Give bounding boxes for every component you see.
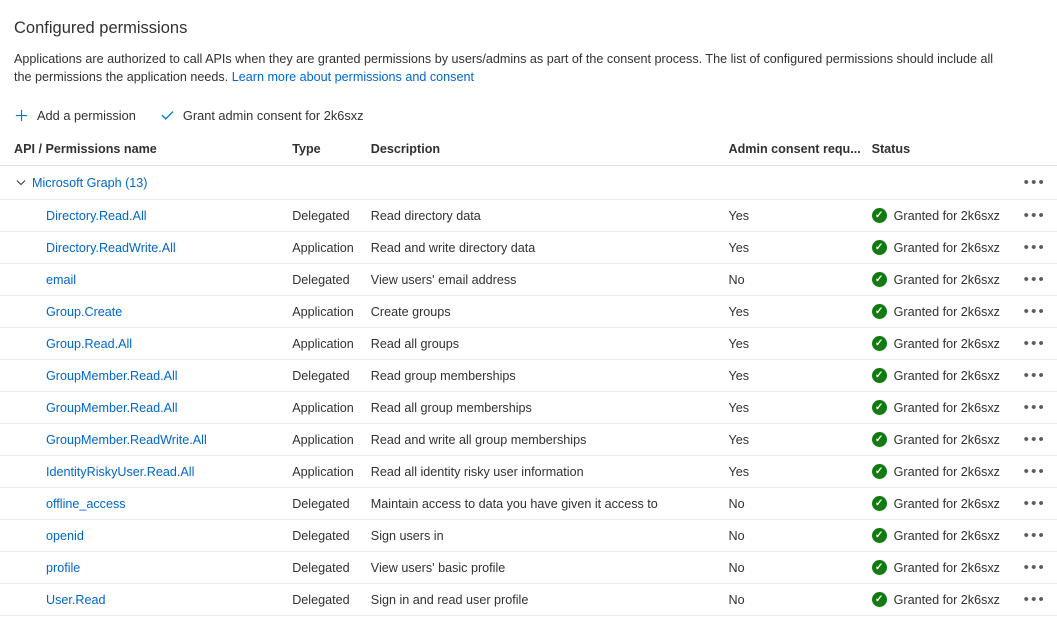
- grant-admin-consent-button[interactable]: [160, 102, 366, 128]
- row-more-actions-button[interactable]: •••: [1023, 463, 1046, 480]
- column-header-name[interactable]: API / Permissions name: [0, 142, 292, 166]
- column-header-description[interactable]: Description: [371, 142, 729, 166]
- permission-description: Read all groups: [371, 328, 729, 360]
- row-more-actions-button[interactable]: •••: [1023, 527, 1046, 544]
- table-row[interactable]: [0, 200, 1057, 232]
- permission-admin-consent: Yes: [729, 200, 872, 232]
- permission-admin-consent: No: [729, 584, 872, 616]
- permission-description: View users' email address: [371, 264, 729, 296]
- permission-name-link[interactable]: User.Read: [46, 592, 106, 607]
- permission-type: Delegated: [292, 584, 371, 616]
- permission-name-link[interactable]: offline_access: [46, 496, 126, 511]
- permission-name-link[interactable]: GroupMember.Read.All: [46, 368, 178, 383]
- permission-status: Granted for 2k6sxz: [893, 560, 1000, 575]
- permission-description: Maintain access to data you have given it access to: [371, 488, 729, 520]
- table-row[interactable]: [0, 392, 1057, 424]
- permission-description: Read and write all group memberships: [371, 424, 729, 456]
- column-header-admin-consent[interactable]: Admin consent requ...: [729, 142, 872, 166]
- permission-name-link[interactable]: profile: [46, 560, 81, 575]
- permission-description: Create groups: [371, 296, 729, 328]
- row-more-actions-button[interactable]: •••: [1023, 431, 1046, 448]
- permission-status: Granted for 2k6sxz: [893, 464, 1000, 479]
- page-title: Configured permissions: [14, 19, 188, 37]
- permission-name-link[interactable]: GroupMember.Read.All: [46, 400, 178, 415]
- granted-check-icon: ✓: [872, 368, 887, 383]
- permission-status: Granted for 2k6sxz: [893, 368, 1000, 383]
- granted-check-icon: ✓: [872, 560, 887, 575]
- permission-type: Application: [292, 328, 371, 360]
- permission-admin-consent: Yes: [729, 296, 872, 328]
- table-body: [0, 166, 1057, 616]
- table-group-row-microsoft-graph[interactable]: [0, 166, 1057, 200]
- permissions-table: [0, 142, 1057, 616]
- permission-name-link[interactable]: email: [46, 272, 77, 287]
- learn-more-link[interactable]: Learn more about permissions and consent: [231, 70, 474, 84]
- granted-check-icon: ✓: [872, 304, 887, 319]
- permission-description: View users' basic profile: [371, 552, 729, 584]
- table-row[interactable]: [0, 552, 1057, 584]
- permission-type: Delegated: [292, 264, 371, 296]
- permission-admin-consent: Yes: [729, 456, 872, 488]
- checkmark-icon: [160, 108, 175, 123]
- row-more-actions-button[interactable]: •••: [1023, 271, 1046, 288]
- permission-name-link[interactable]: GroupMember.ReadWrite.All: [46, 432, 207, 447]
- permission-name-link[interactable]: Directory.Read.All: [46, 208, 147, 223]
- row-more-actions-button[interactable]: •••: [1023, 239, 1046, 256]
- permission-description: Read group memberships: [371, 360, 729, 392]
- permission-status: Granted for 2k6sxz: [893, 304, 1000, 319]
- table-row[interactable]: [0, 264, 1057, 296]
- granted-check-icon: ✓: [872, 592, 887, 607]
- command-bar: [14, 102, 1043, 128]
- permission-status: Granted for 2k6sxz: [893, 400, 1000, 415]
- permission-type: Delegated: [292, 488, 371, 520]
- table-row[interactable]: [0, 488, 1057, 520]
- granted-check-icon: ✓: [872, 432, 887, 447]
- permission-admin-consent: No: [729, 264, 872, 296]
- permission-admin-consent: Yes: [729, 392, 872, 424]
- permission-description: Sign users in: [371, 520, 729, 552]
- permission-type: Application: [292, 232, 371, 264]
- table-row[interactable]: [0, 424, 1057, 456]
- chevron-down-icon[interactable]: [14, 176, 28, 190]
- table-row[interactable]: [0, 456, 1057, 488]
- row-more-actions-button[interactable]: •••: [1023, 207, 1046, 224]
- table-row[interactable]: [0, 328, 1057, 360]
- permission-type: Application: [292, 456, 371, 488]
- page-description: [14, 50, 1014, 86]
- permission-name-link[interactable]: Group.Read.All: [46, 336, 133, 351]
- granted-check-icon: ✓: [872, 464, 887, 479]
- permission-type: Delegated: [292, 552, 371, 584]
- permission-name-link[interactable]: Directory.ReadWrite.All: [46, 240, 176, 255]
- group-more-actions-button[interactable]: •••: [1023, 174, 1046, 191]
- granted-check-icon: ✓: [872, 528, 887, 543]
- permission-admin-consent: No: [729, 488, 872, 520]
- table-row[interactable]: [0, 360, 1057, 392]
- permission-status: Granted for 2k6sxz: [893, 496, 1000, 511]
- row-more-actions-button[interactable]: •••: [1023, 367, 1046, 384]
- granted-check-icon: ✓: [872, 400, 887, 415]
- row-more-actions-button[interactable]: •••: [1023, 303, 1046, 320]
- permission-type: Delegated: [292, 200, 371, 232]
- permission-description: Read and write directory data: [371, 232, 729, 264]
- granted-check-icon: ✓: [872, 240, 887, 255]
- row-more-actions-button[interactable]: •••: [1023, 591, 1046, 608]
- row-more-actions-button[interactable]: •••: [1023, 559, 1046, 576]
- permission-status: Granted for 2k6sxz: [893, 528, 1000, 543]
- table-row[interactable]: [0, 584, 1057, 616]
- permission-name-link[interactable]: Group.Create: [46, 304, 123, 319]
- granted-check-icon: ✓: [872, 496, 887, 511]
- granted-check-icon: ✓: [872, 336, 887, 351]
- permission-description: Read directory data: [371, 200, 729, 232]
- permission-status: Granted for 2k6sxz: [893, 240, 1000, 255]
- permission-name-link[interactable]: openid: [46, 528, 84, 543]
- permission-status: Granted for 2k6sxz: [893, 432, 1000, 447]
- permission-type: Delegated: [292, 520, 371, 552]
- permission-admin-consent: No: [729, 520, 872, 552]
- permission-description: Read all identity risky user information: [371, 456, 729, 488]
- table-row[interactable]: [0, 520, 1057, 552]
- column-header-status[interactable]: Status: [872, 142, 1013, 166]
- table-header: [0, 142, 1057, 166]
- permission-type: Application: [292, 392, 371, 424]
- permission-status: Granted for 2k6sxz: [893, 272, 1000, 287]
- grant-admin-consent-label: Grant admin consent for 2k6sxz: [182, 107, 364, 123]
- granted-check-icon: ✓: [872, 272, 887, 287]
- granted-check-icon: ✓: [872, 208, 887, 223]
- group-label-microsoft-graph[interactable]: Microsoft Graph (13): [32, 175, 148, 190]
- plus-icon: [14, 108, 29, 123]
- permission-type: Application: [292, 296, 371, 328]
- permission-type: Application: [292, 424, 371, 456]
- permission-admin-consent: No: [729, 552, 872, 584]
- page-description-text: Applications are authorized to call APIs when they are granted permissions by users/admins as part of the consent process. The list of configured permissions should include all the permissions the application needs.: [14, 52, 994, 84]
- column-header-actions: [1013, 142, 1057, 166]
- permission-name-link[interactable]: IdentityRiskyUser.Read.All: [46, 464, 195, 479]
- table-row[interactable]: [0, 296, 1057, 328]
- permission-admin-consent: Yes: [729, 360, 872, 392]
- permission-description: Sign in and read user profile: [371, 584, 729, 616]
- add-permission-label: Add a permission: [37, 107, 136, 123]
- permission-status: Granted for 2k6sxz: [893, 336, 1000, 351]
- permission-admin-consent: Yes: [729, 424, 872, 456]
- permission-type: Delegated: [292, 360, 371, 392]
- add-permission-button[interactable]: [14, 102, 138, 128]
- table-row[interactable]: [0, 232, 1057, 264]
- permission-admin-consent: Yes: [729, 328, 872, 360]
- row-more-actions-button[interactable]: •••: [1023, 335, 1046, 352]
- permission-description: Read all group memberships: [371, 392, 729, 424]
- row-more-actions-button[interactable]: •••: [1023, 399, 1046, 416]
- permission-admin-consent: Yes: [729, 232, 872, 264]
- permission-status: Granted for 2k6sxz: [893, 208, 1000, 223]
- row-more-actions-button[interactable]: •••: [1023, 495, 1046, 512]
- column-header-type[interactable]: Type: [292, 142, 371, 166]
- permission-status: Granted for 2k6sxz: [893, 592, 1000, 607]
